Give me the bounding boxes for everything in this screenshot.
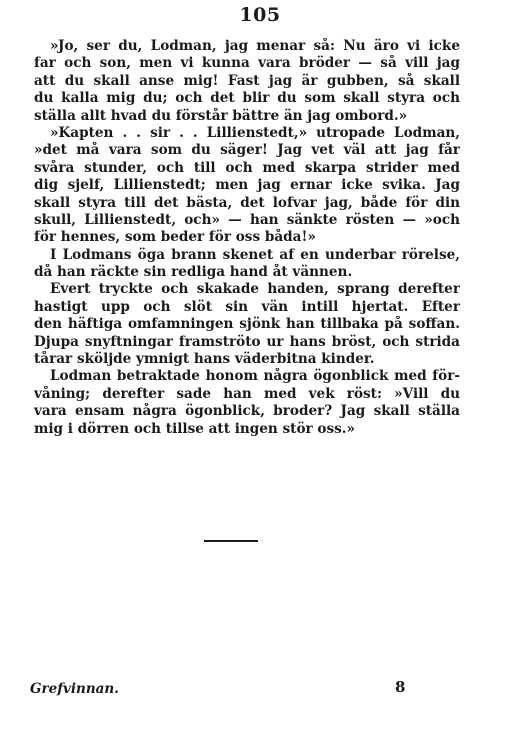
paragraph xyxy=(34,368,460,438)
text-line: hastigt upp och slöt sin vän intill hjertat. Efter xyxy=(34,298,460,315)
paragraph xyxy=(34,125,460,247)
text-line: den häftiga omfamningen sjönk han tillbaka på soffan. xyxy=(34,316,460,333)
sheet-number: 8 xyxy=(395,678,406,696)
section-divider xyxy=(204,540,258,542)
text-line: tårar sköljde ymnigt hans väderbitna kinder. xyxy=(34,351,375,368)
text-line: för hennes, som beder för oss båda!» xyxy=(34,229,316,246)
text-line: Lodman betraktade honom några ögonblick med för- xyxy=(50,368,460,385)
text-line: våning; derefter sade han med vek röst: »Vill du xyxy=(34,385,460,402)
paragraph xyxy=(34,247,460,282)
text-line: du kalla mig du; och det blir du som skall styra och xyxy=(34,90,460,107)
signature-mark: Grefvinnan. xyxy=(30,681,119,697)
text-line: skull, Lillienstedt, och» — han sänkte rösten — »och xyxy=(34,211,460,228)
text-line: att du skall anse mig! Fast jag är gubben, så skall xyxy=(34,72,460,89)
text-line: Djupa snyftningar framströto ur hans bröst, och strida xyxy=(34,333,460,350)
text-line: ställa allt hvad du förstår bättre än jag ombord.» xyxy=(34,107,408,124)
text-line: vara ensam några ögonblick, broder? Jag skall ställa xyxy=(34,403,460,420)
page-number: 105 xyxy=(239,4,281,26)
paragraph xyxy=(34,38,460,125)
text-line: svåra stunder, och till och med skarpa strider med xyxy=(34,159,460,176)
text-line: Evert tryckte och skakade handen, sprang derefter xyxy=(50,281,460,298)
text-line: I Lodmans öga brann skenet af en underbar rörelse, xyxy=(50,246,460,263)
text-line: dig sjelf, Lillienstedt; men jag ernar icke svika. Jag xyxy=(34,177,460,194)
text-line: skall styra till det bästa, det lofvar jag, både för din xyxy=(34,194,460,211)
paragraph xyxy=(34,281,460,368)
text-line: »det må vara som du säger! Jag vet väl att jag får xyxy=(34,142,460,159)
text-line: då han räckte sin redliga hand åt vännen. xyxy=(34,264,353,281)
text-line: mig i dörren och tillse att ingen stör oss.» xyxy=(34,420,356,437)
text-line: far och son, men vi kunna vara bröder — så vill jag xyxy=(34,55,460,72)
text-line: »Kapten . . sir . . Lillienstedt,» utropade Lodman, xyxy=(50,124,460,141)
body-text xyxy=(34,38,460,438)
text-line: »Jo, ser du, Lodman, jag menar så: Nu äro vi icke xyxy=(50,38,460,54)
